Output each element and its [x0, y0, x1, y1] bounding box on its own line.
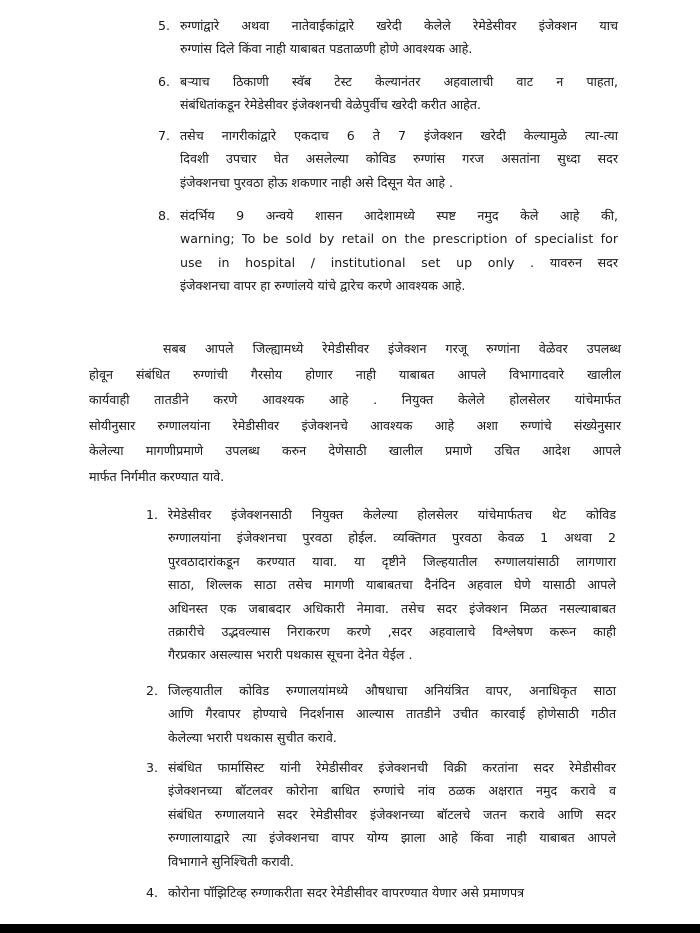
item-line: संदर्भिय 9 अन्वये शासन आदेशामध्ये स्पष्ट नमुद केले आहे की, — [180, 208, 618, 223]
item-number: 2. — [146, 683, 159, 698]
item-number: 1. — [146, 507, 159, 522]
item-number: 4. — [146, 885, 159, 900]
item-line: साठा, शिल्लक साठा तसेच मागणी याबाबतचा दैनंदिन अहवाल घेणे यासाठी आपले — [168, 577, 616, 593]
item-line: गैरप्रकार असल्यास भरारी पथकास सूचना देनेत येईल . — [168, 647, 413, 663]
list-item-5 — [158, 14, 618, 64]
item-line: विभागाने सुनिश्चिती करावी. — [168, 853, 294, 869]
item-line: रुग्णालायाद्वारे त्या इंजेक्शनचा वापर योग्य झाला आहे किंवा नाही याबाबत आपले — [168, 830, 616, 846]
item-line: रुग्णांस दिले किंवा नाही याबाबत पडताळणी होणे आवश्यक आहे. — [180, 41, 473, 57]
item-line: पुरवठादारांकडून करण्यात यावा. या दृष्टीने जिल्हयातील रुग्णालयांसाठी लागणारा — [168, 553, 616, 569]
item-line: रुग्णालयांना इंजेक्शनचा पुरवठा होईल. व्यक्तिगत पुरवठा केवळ 1 अथवा 2 — [168, 530, 616, 546]
item-line: warning; To be sold by retail on the prescription of specialist for — [180, 231, 618, 247]
item-line: संबंधित फार्मासिस्ट यांनी रेमेडीसीवर इंजेक्शनची विक्री करतांना सदर रेमेडीसीवर — [168, 760, 616, 775]
item-number: 7. — [158, 128, 171, 143]
item-line: रुग्णांद्वारे अथवा नातेवाईकांद्वारे खरेदी केलेले रेमेडेसीवर इंजेक्शन याच — [180, 18, 618, 33]
item-line: बऱ्याच ठिकाणी स्वॅब टेस्ट केल्यानंतर अहवालाची वाट न पाहता, — [180, 74, 618, 89]
item-line: संबंधितांकडून रेमेडेसीवर इंजेक्शनची वेळेपुर्वीच खरेदी करीत आहेत. — [180, 97, 481, 113]
item-line: रेमेडेसीवर इंजेक्शनसाठी नियुक्त केलेल्या होलसेलर यांचेमार्फतच थेट कोविड — [168, 507, 616, 522]
item-line: केलेल्या भरारी पथकास सुचीत करावे. — [168, 729, 337, 745]
item-line: इंजेक्शनचा वापर हा रुग्णांलये यांचे द्वारेच करणे आवश्यक आहे. — [180, 278, 466, 294]
list-item-7 — [158, 124, 618, 196]
list-item-8 — [158, 204, 618, 300]
item-line: तक्रारीचे उद्भवल्यास निराकरण करणे ,सदर अहवालाचे विश्लेषण करून काही — [168, 624, 616, 640]
item-line: दिवशी उपचार घेत असलेल्या कोविड रुग्णांस गरज असतांना सुध्दा सदर — [180, 151, 618, 167]
item-line: इंजेक्शनचा पुरवठा होऊ शकणार नाही असे दिसून येत आहे . — [180, 174, 454, 190]
scan-edge-bar — [0, 924, 700, 933]
item-number: 5. — [158, 18, 171, 33]
item-number: 6. — [158, 74, 171, 89]
item-line: संबंधित रुग्णालयाने सदर रेमेडीसीवर इंजेक्शनच्या बॉटलचे जतन करावे आणि सदर — [168, 806, 616, 822]
order-paragraph — [89, 336, 621, 489]
paragraph-line: मार्फत निर्गमीत करण्यात यावे. — [89, 468, 225, 484]
order-item-3 — [146, 756, 616, 876]
item-number: 8. — [158, 208, 171, 223]
item-line: जिल्हयातील कोविड रुग्णालयांमध्ये औषधाचा अनियंत्रित वापर, अनाधिकृत साठा — [168, 683, 616, 698]
paragraph-line: कार्यवाही तातडीने करणे आवश्यक आहे . नियुक्त केलेले होलसेलर यांचेमार्फत — [89, 392, 621, 407]
item-line: तसेच नागरीकांद्वारे एकदाच 6 ते 7 इंजेक्शन खरेदी केल्यामुळे त्या-त्या — [180, 128, 618, 143]
order-item-1 — [146, 503, 616, 671]
item-line: इंजेक्शनच्या बॉटलवर कोरोना बाधित रुग्णांचे नांव ठळक अक्षरात नमुद करावे व — [168, 783, 616, 799]
list-item-6 — [158, 70, 618, 120]
item-line: use in hospital / institutional set up only . यावरुन सदर — [180, 254, 618, 270]
paragraph-line: केलेल्या मागणीप्रमाणे उपलब्ध करुन देणेसाठी खालील प्रमाणे उचित आदेश आपले — [89, 443, 621, 458]
item-line: आणि गैरवापर होण्याचे निदर्शनास आल्यास तातडीने उचीत कारवाई होणेसाठी गठीत — [168, 706, 616, 722]
order-item-4 — [146, 881, 616, 907]
item-line: कोरोना पॉझिटिव्ह रुग्णाकरीता सदर रेमेडीसीवर वापरण्यात येणार असे प्रमाणपत्र — [168, 885, 525, 900]
paragraph-line: सोयीनुसार रुग्णालयांना रेमेडीसीवर इंजेक्शनचे आवश्यक आहे अशा रुग्णांचे संख्येनुसार — [89, 417, 621, 433]
item-number: 3. — [146, 760, 159, 775]
order-item-2 — [146, 679, 616, 751]
paragraph-line: सबब आपले जिल्ह्यामध्ये रेमेडीसीवर इंजेक्शन गरजू रुग्णांना वेळेवर उपलब्ध — [163, 341, 621, 356]
paragraph-line: होवून संबंधित रुग्णांची गैरसोय होणार नाही याबाबत आपले विभागादवारे खालील — [89, 366, 621, 382]
item-line: अधिनस्त एक जबाबदार अधिकारी नेमावा. तसेच सदर इंजेक्शन मिळत नसल्याबाबत — [168, 600, 616, 616]
